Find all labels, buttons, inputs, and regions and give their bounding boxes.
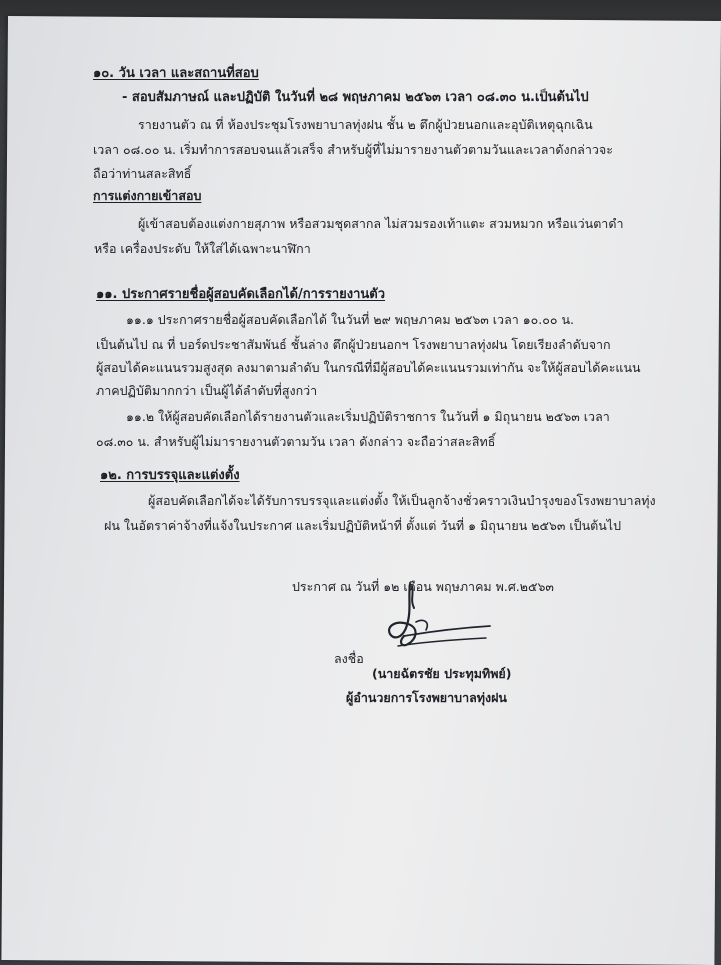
section-11-text: ๐๘.๓๐ น. สำหรับผู้ไม่มารายงานตัวตามวัน เวลา ดังกล่าว จะถือว่าสละสิทธิ์ xyxy=(96,434,496,449)
section-10-text: รายงานตัว ณ ที่ ห้องประชุมโรงพยาบาลทุ่งฝน ชั้น ๒ ตึกผู้ป่วยนอกและอุบัติเหตุฉุกเฉิน xyxy=(138,117,593,132)
section-11-text: ผู้สอบได้คะแนนรวมสูงสุด ลงมาตามลำดับ ในกรณีที่มีผู้สอบได้คะแนนรวมเท่ากัน จะให้ผู้สอบได้คะแนน xyxy=(96,360,641,375)
section-11-heading: ๑๑. ประกาศรายชื่อผู้สอบคัดเลือกได้/การรายงานตัว xyxy=(96,287,386,302)
exam-date-line: - สอบสัมภาษณ์ และปฏิบัติ ในวันที่ ๒๘ พฤษภาคม ๒๕๖๓ เวลา ๐๘.๓๐ น.เป็นต้นไป xyxy=(122,90,589,105)
dress-code-heading: การแต่งกายเข้าสอบ xyxy=(93,188,202,203)
section-10-text: ถือว่าท่านสละสิทธิ์ xyxy=(93,166,192,181)
section-11-text: ๑๑.๑ ประกาศรายชื่อผู้สอบคัดเลือกได้ ในวันที่ ๒๙ พฤษภาคม ๒๕๖๓ เวลา ๑๐.๐๐ น. xyxy=(126,312,575,327)
announcement-date: ประกาศ ณ วันที่ ๑๒ เดือน พฤษภาคม พ.ศ.๒๕๖๓ xyxy=(292,579,554,594)
section-11-text: เป็นต้นไป ณ ที่ บอร์ดประชาสัมพันธ์ ชั้นล่าง ตึกผู้ป่วยนอกฯ โรงพยาบาลทุ่งฝน โดยเรียงลำดับจาก xyxy=(96,337,611,352)
signatory-name: (นายฉัตรชัย ประทุมทิพย์) xyxy=(372,666,512,681)
signatory-position: ผู้อำนวยการโรงพยาบาลทุ่งฝน xyxy=(346,690,507,705)
dress-code-text: หรือ เครื่องประดับ ให้ใส่ได้เฉพาะนาฬิกา xyxy=(94,241,311,256)
signature-mark xyxy=(368,578,498,658)
sign-label: ลงชื่อ xyxy=(334,651,364,666)
section-10-heading: ๑๐. วัน เวลา และสถานที่สอบ xyxy=(93,66,259,81)
section-10-text: เวลา ๐๘.๐๐ น. เริ่มทำการสอบจนแล้วเสร็จ สำหรับผู้ที่ไม่มารายงานตัวตามวันและเวลาดังกล่าวจะ xyxy=(93,142,613,157)
section-12-heading: ๑๒. การบรรจุและแต่งตั้ง xyxy=(100,468,240,483)
section-12-text: ผู้สอบคัดเลือกได้จะได้รับการบรรจุและแต่งตั้ง ให้เป็นลูกจ้างชั่วคราวเงินบำรุงของโรงพยาบาลทุ่ง xyxy=(148,493,656,508)
section-11-text: ๑๑.๒ ให้ผู้สอบคัดเลือกได้รายงานตัวและเริ่มปฏิบัติราชการ ในวันที่ ๑ มิถุนายน ๒๕๖๓ เวลา xyxy=(126,409,610,424)
section-11-text: ภาคปฏิบัติมากกว่า เป็นผู้ได้ลำดับที่สูงกว่า xyxy=(96,383,318,398)
dress-code-text: ผู้เข้าสอบต้องแต่งกายสุภาพ หรือสวมชุดสากล ไม่สวมรองเท้าแตะ สวมหมวก หรือแว่นตาดำ xyxy=(138,216,624,231)
section-12-text: ฝน ในอัตราค่าจ้างที่แจ้งในประกาศ และเริ่มปฏิบัติหน้าที่ ตั้งแต่ วันที่ ๑ มิถุนายน ๒๕๖๓ เป็นต้นไป xyxy=(104,518,622,533)
